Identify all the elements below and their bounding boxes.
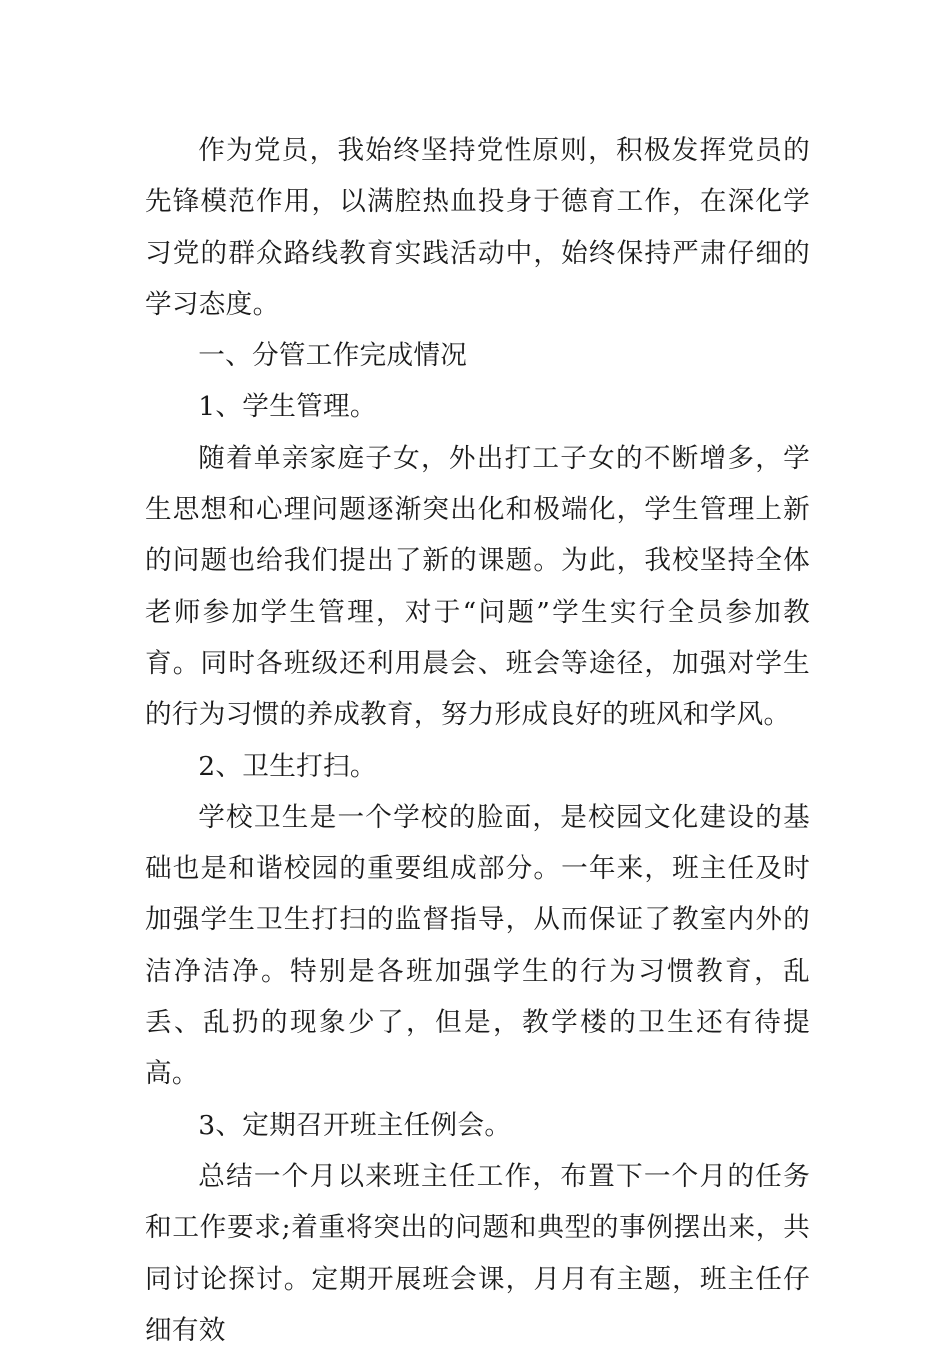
paragraph-cleaning: 学校卫生是一个学校的脸面，是校园文化建设的基础也是和谐校园的重要组成部分。一年来，班主任及时加强学生卫生打扫的监督指导，从而保证了教室内外的洁净洁净。特别是各班加强学生的行为习惯教育，乱丢、乱扔的现象少了，但是，教学楼的卫生还有待提高。	[145, 801, 810, 1090]
subheading-teacher-meeting: 3、定期召开班主任例会。	[198, 1109, 512, 1141]
subheading-student-management: 1、学生管理。	[198, 391, 377, 423]
heading-work-completion: 一、分管工作完成情况	[198, 340, 468, 372]
document-body	[145, 125, 810, 1356]
paragraph-party-member: 作为党员，我始终坚持党性原则，积极发挥党员的先锋模范作用，以满腔热血投身于德育工作，在深化学习党的群众路线教育实践活动中，始终保持严肃仔细的学习态度。	[145, 135, 810, 320]
paragraph-student-management: 随着单亲家庭子女，外出打工子女的不断增多，学生思想和心理问题逐渐突出化和极端化，学生管理上新的问题也给我们提出了新的课题。为此，我校坚持全体老师参加学生管理，对于“问题”学生实行全员参加教育。同时各班级还利用晨会、班会等途径，加强对学生的行为习惯的养成教育，努力形成良好的班风和学风。	[145, 442, 810, 731]
subheading-cleaning: 2、卫生打扫。	[198, 750, 377, 782]
paragraph-teacher-meeting: 总结一个月以来班主任工作，布置下一个月的任务和工作要求;着重将突出的问题和典型的事例摆出来，共同讨论探讨。定期开展班会课，月月有主题，班主任仔细有效	[145, 1160, 810, 1346]
